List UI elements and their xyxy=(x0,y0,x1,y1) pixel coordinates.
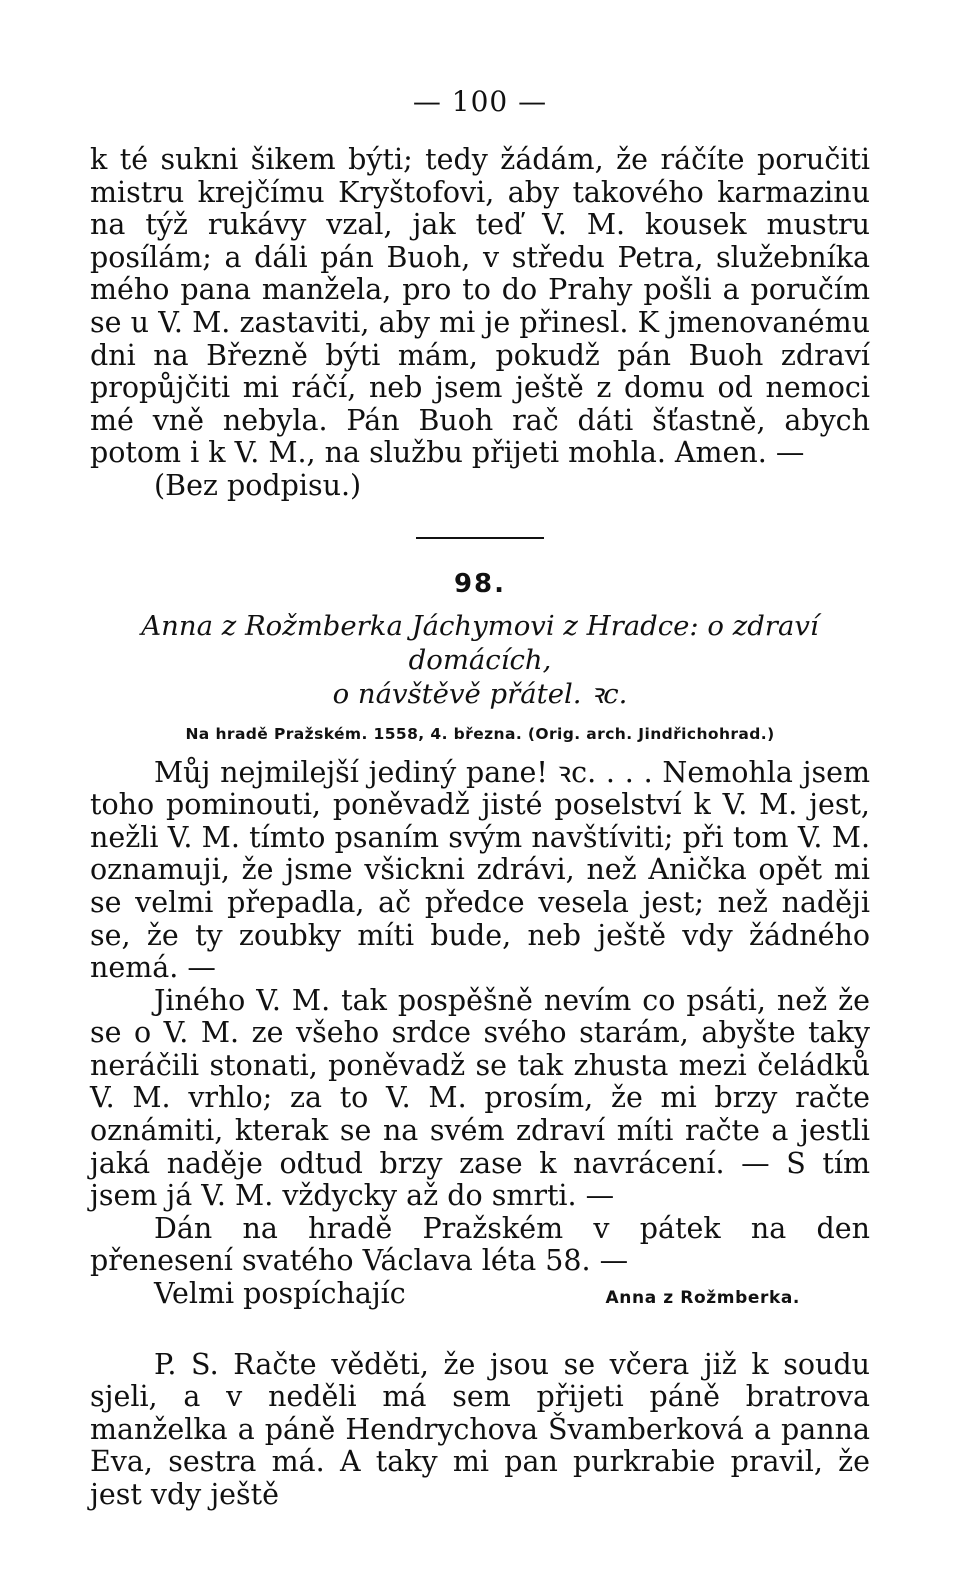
previous-letter-closing: (Bez podpisu.) xyxy=(154,468,362,502)
signature-row xyxy=(90,1278,870,1315)
letter-number: 98. xyxy=(453,568,507,599)
book-page xyxy=(90,82,870,1512)
letter-paragraph-2: Jiného V. M. tak pospěšně nevím co psáti, než že se o V. M. ze všeho srdce svého starám, abyšte taky neráčili stonati, poněvadž se tak zhusta mezi čeládků V. M. vrhlo; za to V. M. prosím, že mi brzy račte oznámiti, kterak se na svém zdraví míti račte a jestli jaká naděje odtud brzy zase k navrácení. — S tím jsem já V. M. vždycky až do smrti. — xyxy=(90,983,870,1213)
previous-letter-text: k té sukni šikem býti; tedy žádám, že ráčíte poručiti mistru krejčímu Kryštofovi, aby takového karmazinu na týž rukávy vzal, jak teď V. M. kousek mustru posílám; a dáli pán Buoh, v středu Petra, služebníka mého pana manžela, pro to do Prahy pošli a poručím se u V. M. zastaviti, aby mi je přinesl. K jmenovanému dni na Březně býti mám, pokudž pán Buoh zdraví propůjčiti mi ráčí, neb jsem ještě z domu od nemoci mé vně nebyla. Pán Buoh rač dáti šťastně, abych potom i k V. M., na službu přijeti mohla. Amen. — xyxy=(90,143,870,470)
letter-paragraph-3: Dán na hradě Pražském v pátek na den přenesení svatého Václava léta 58. — xyxy=(90,1211,870,1278)
postscript: P. S. Račte věděti, že jsou se včera již k soudu sjeli, a v neděli má sem přijeti páně bratrova manželka a páně Hendrychova Švamberková a panna Eva, sestra má. A taky mi pan purkrabie pravil, že jest vdy ještě xyxy=(90,1347,870,1511)
section-divider xyxy=(416,537,544,539)
letter-dateline: Na hradě Pražském. 1558, 4. března. (Orig. arch. Jindřichohrad.) xyxy=(185,724,775,743)
signature: Anna z Rožmberka. xyxy=(605,1288,800,1309)
letter-heading-line-1: Anna z Rožmberka Jáchymovi z Hradce: o zdraví domácích, xyxy=(141,609,819,676)
page-number: — 100 — xyxy=(412,85,548,118)
letter-heading-line-2: o návštěvě přátel. ꝛc. xyxy=(332,677,628,710)
valediction: Velmi pospíchajíc xyxy=(154,1277,406,1311)
letter-paragraph-1: Můj nejmilejší jediný pane! ꝛc. . . . Nemohla jsem toho pominouti, poněvadž jisté poselství k V. M. jest, nežli V. M. tímto psaním svým navštíviti; při tom V. M. oznamuji, že jsme všickni zdrávi, než Anička opět mi se velmi přepadla, ač předce vesela jest; než naději se, že ty zoubky míti bude, neb ještě vdy žádného nemá. — xyxy=(90,755,870,985)
